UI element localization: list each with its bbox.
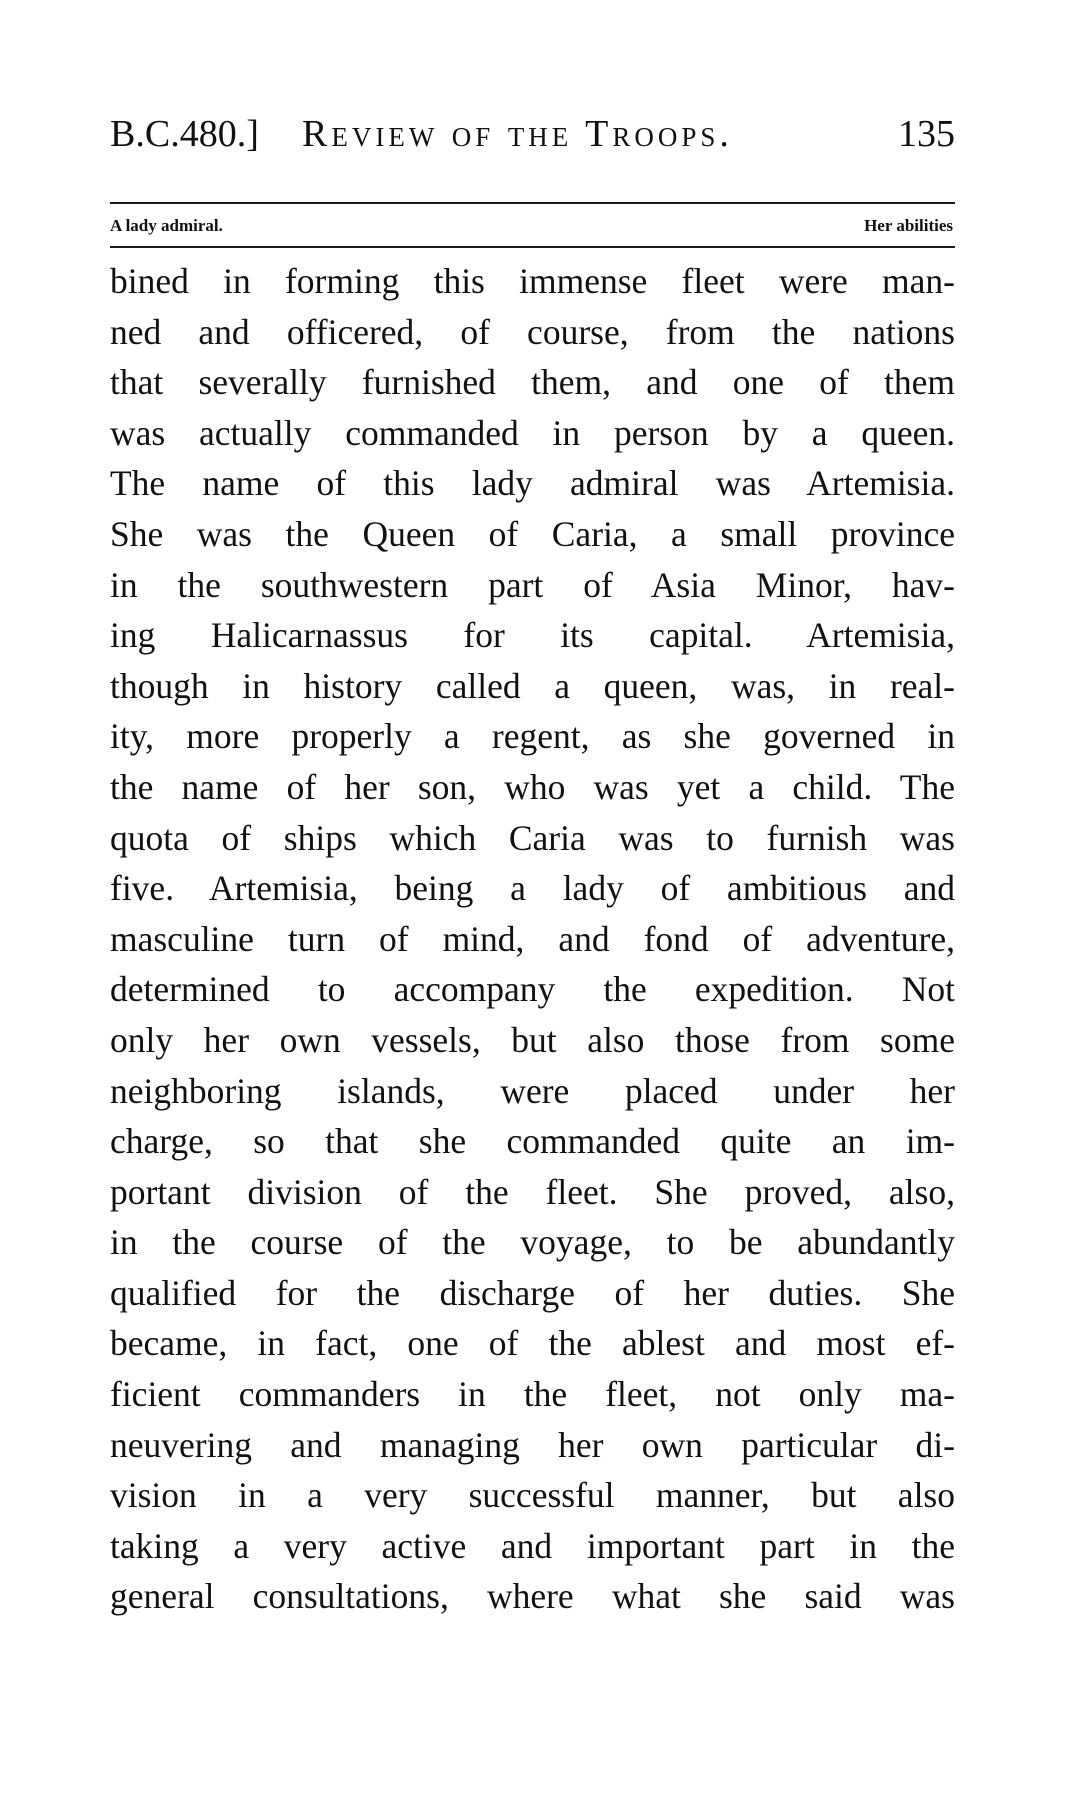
marginal-notes [110, 208, 955, 242]
text-line: neuvering and managing her own particular di- [110, 1424, 955, 1465]
header-rule-bottom [110, 246, 955, 248]
running-head-title: Review of the Troops. [302, 113, 733, 155]
text-line: ing Halicarnassus for its capital. Artemisia, [110, 615, 955, 656]
text-line: neighboring islands, were placed under her [110, 1070, 955, 1111]
text-line: vision in a very successful manner, but also [110, 1475, 955, 1516]
running-head [110, 112, 955, 172]
running-head-date: B.C.480.] [110, 113, 259, 155]
text-line: masculine turn of mind, and fond of adventure, [110, 918, 955, 959]
text-line: became, in fact, one of the ablest and most ef- [110, 1323, 955, 1364]
text-line: She was the Queen of Caria, a small province [110, 513, 955, 554]
text-line: ity, more properly a regent, as she governed in [110, 716, 955, 757]
text-line: qualified for the discharge of her duties. She [110, 1272, 955, 1313]
text-line: five. Artemisia, being a lady of ambitious and [110, 868, 955, 909]
text-line: in the course of the voyage, to be abundantly [110, 1222, 955, 1263]
text-line: taking a very active and important part in the [110, 1525, 955, 1566]
text-line: only her own vessels, but also those from some [110, 1019, 955, 1060]
text-line: determined to accompany the expedition. Not [110, 969, 955, 1010]
text-line: portant division of the fleet. She proved, also, [110, 1171, 955, 1212]
text-line: The name of this lady admiral was Artemisia. [110, 463, 955, 504]
text-line: was actually commanded in person by a queen. [110, 412, 955, 453]
header-rule-top [110, 202, 955, 204]
text-line: charge, so that she commanded quite an im- [110, 1121, 955, 1162]
page-number: 135 [898, 113, 955, 155]
text-line: ficient commanders in the fleet, not only ma- [110, 1374, 955, 1415]
marginal-note-left: A lady admiral. [110, 216, 223, 235]
text-line: though in history called a queen, was, in real- [110, 665, 955, 706]
body-text [110, 256, 955, 1622]
text-line: the name of her son, who was yet a child. The [110, 766, 955, 807]
text-line: in the southwestern part of Asia Minor, hav- [110, 564, 955, 605]
text-line: general consultations, where what she said was [110, 1576, 955, 1617]
text-line: bined in forming this immense fleet were man- [110, 261, 955, 301]
text-line: ned and officered, of course, from the nations [110, 311, 955, 352]
text-line: that severally furnished them, and one of them [110, 362, 955, 403]
text-line: quota of ships which Caria was to furnish was [110, 817, 955, 858]
marginal-note-right: Her abilities [864, 216, 953, 235]
